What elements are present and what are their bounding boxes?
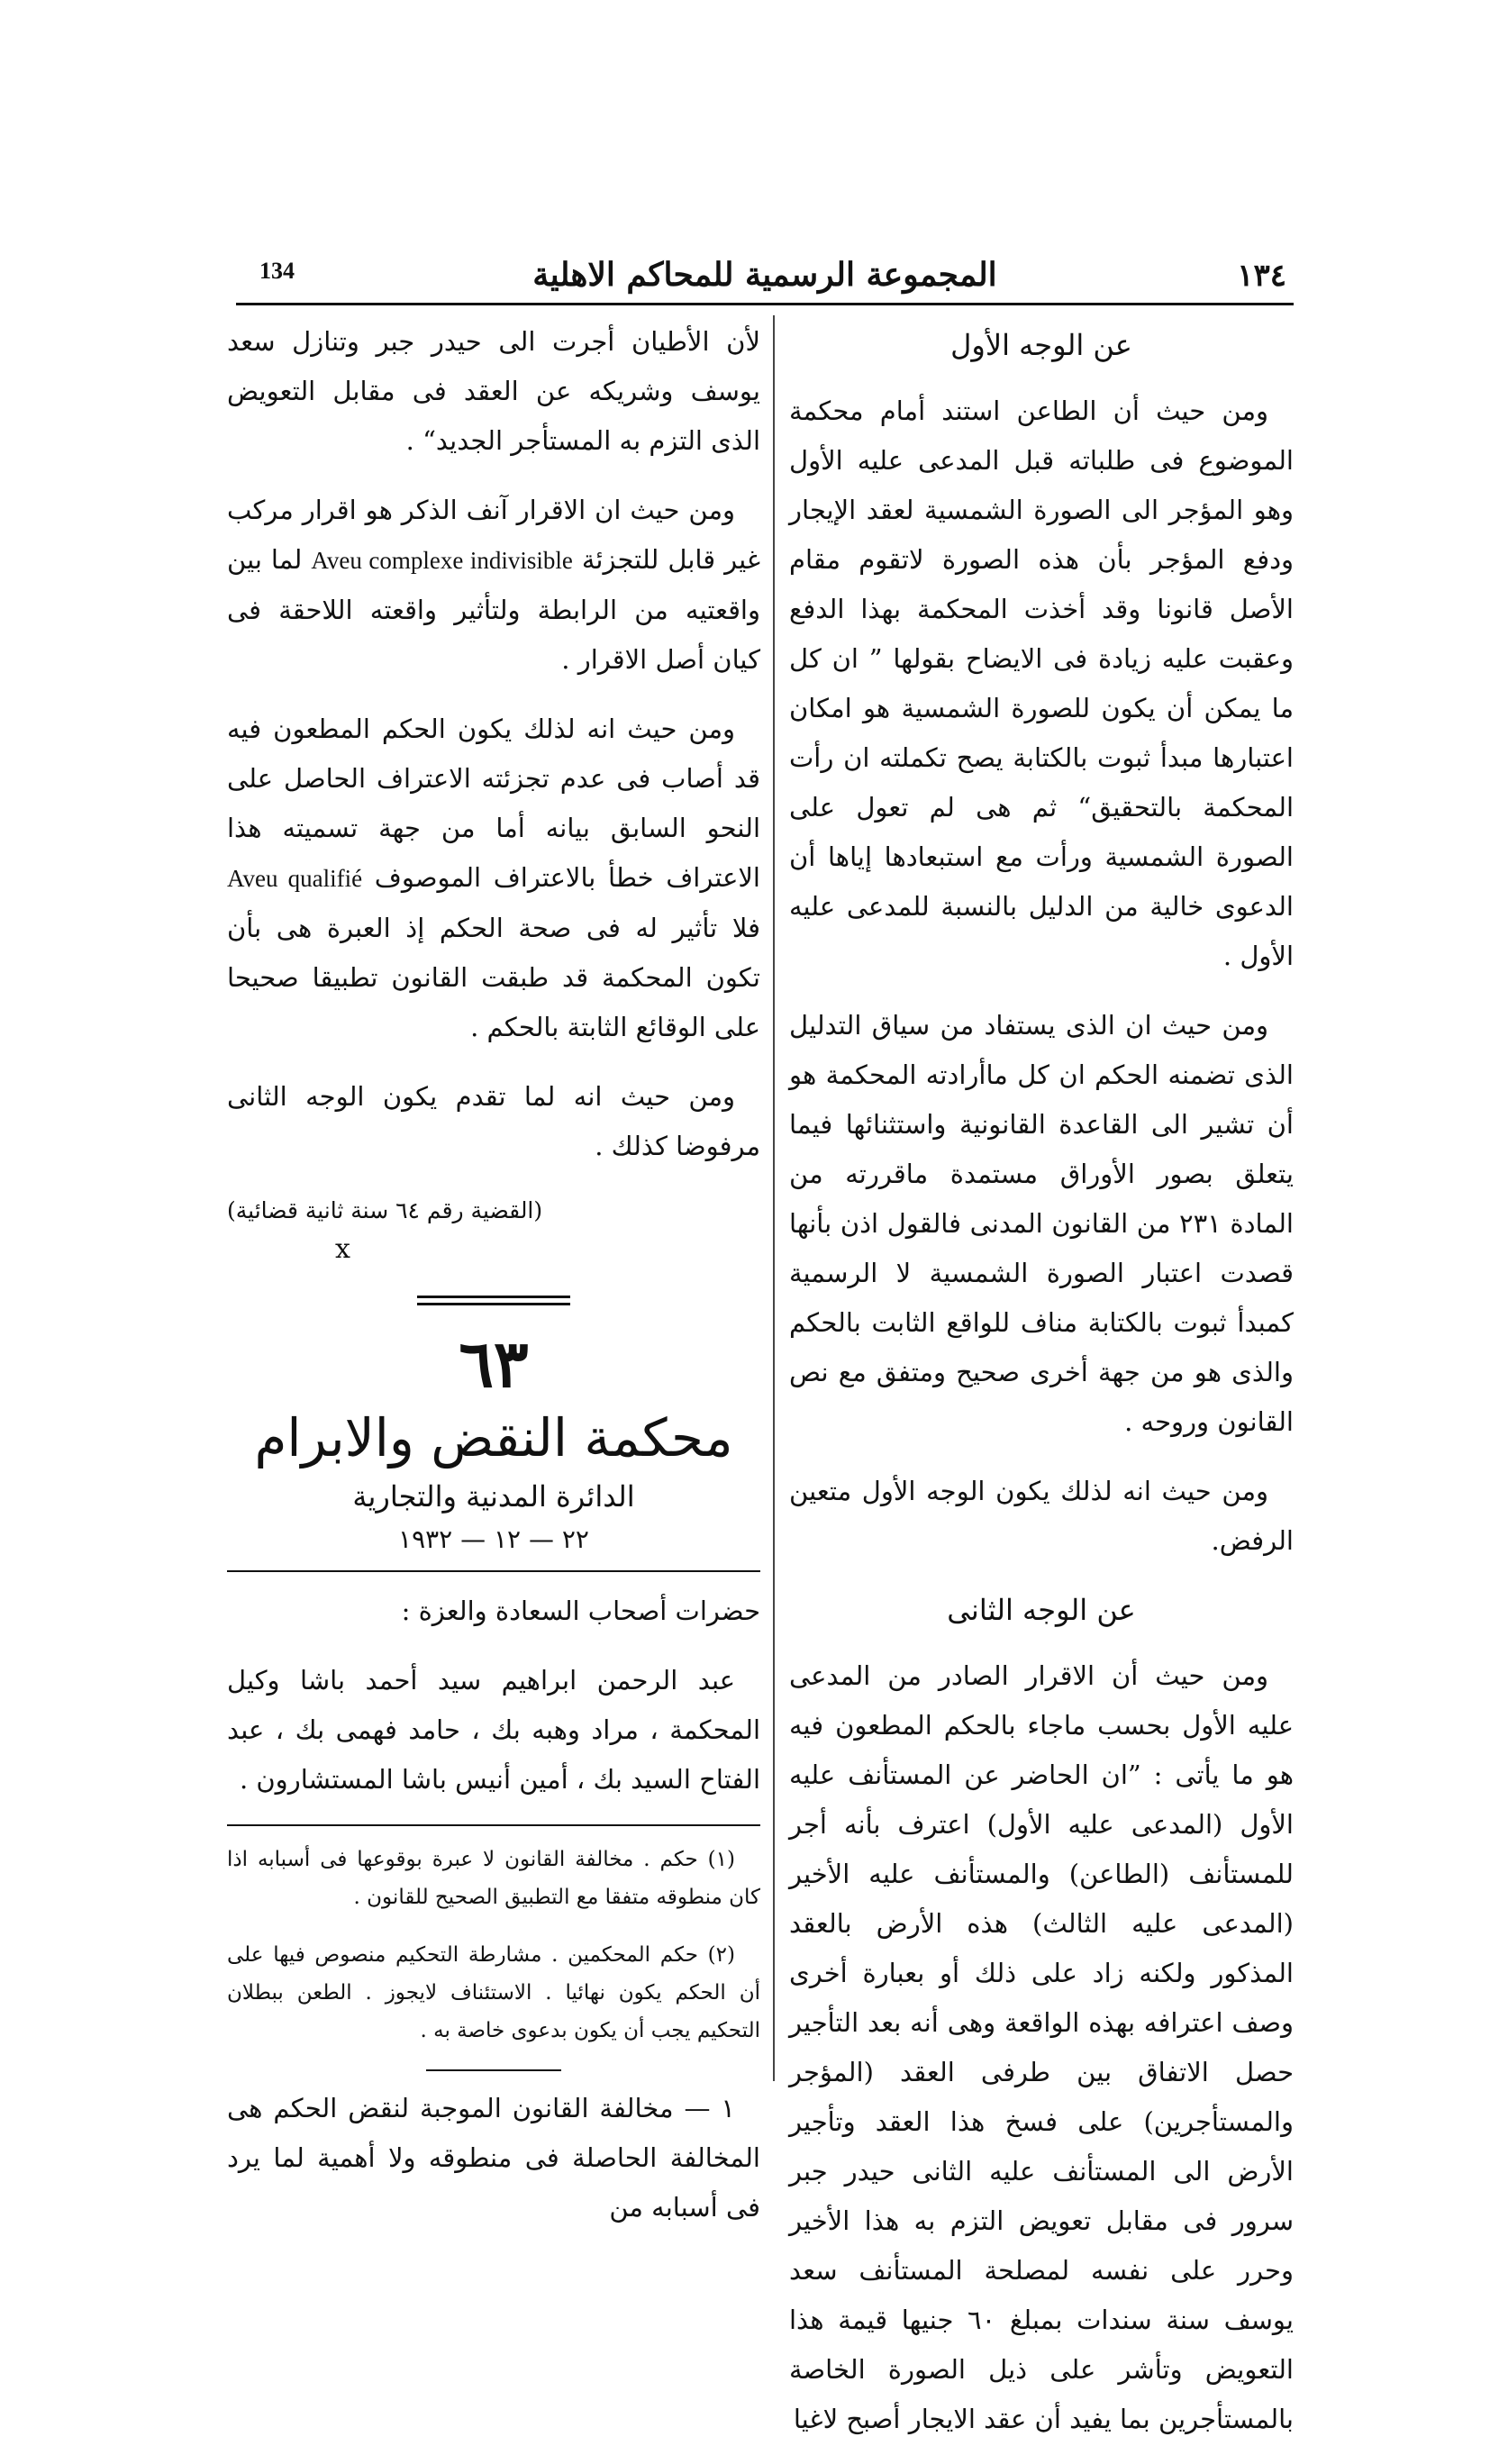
paragraph: ومن حيث انه لما تقدم يكون الوجه الثانى مرفوضا كذلك .	[227, 1081, 760, 1161]
text: ومن حيث انه لذلك يكون الحكم المطعون فيه قد أصاب فى عدم تجزئته الاعتراف الحاصل على النحو السابق بيانه أما من جهة تسميته هذا الاعتراف خطأ بالاعتراف الموصوف	[227, 714, 760, 893]
chamber-name: الدائرة المدنية والتجارية	[352, 1479, 635, 1514]
handwritten-mark: x	[335, 1233, 350, 1265]
section-heading-first-ground: عن الوجه الأول	[950, 328, 1132, 362]
column-divider	[773, 315, 775, 2081]
running-title: المجموعة الرسمية للمحاكم الاهلية	[532, 256, 997, 294]
legal-principle: ١ — مخالفة القانون الموجبة لنقض الحكم هى المخالفة الحاصلة فى منطوقه ولا أهمية لما يرد فى أسبابه من	[227, 2093, 760, 2223]
rule-divider	[426, 2069, 561, 2071]
header-rule	[236, 303, 1294, 305]
case-reference: (القضية رقم ٦٤ سنة ثانية قضائية)	[227, 1197, 543, 1223]
rule-divider	[227, 1824, 760, 1826]
court-name: محكمة النقض والابرام	[254, 1407, 733, 1468]
paragraph	[227, 705, 760, 1052]
left-column	[227, 317, 760, 2252]
paragraph: ومن حيث ان الذى يستفاد من سياق التدليل الذى تضمنه الحكم ان كل ماأرادته المحكمة هو أن تشير الى القاعدة القانونية واستثنائها فيما يتعلق بصور الأوراق مستمدة ماقررته من المادة ٢٣١ من القانون المدنى فالقول اذن بأنها قصدت اعتبار الصورة الشمسية لا الرسمية كمبدأ ثبوت بالكتابة مناف للواقع الثابت بالحكم والذى هو من جهة أخرى صحيح ومتفق مع نص القانون وروحه .	[789, 1010, 1294, 1437]
section-heading-second-ground: عن الوجه الثانى	[947, 1593, 1136, 1627]
text: ومن حيث ان الاقرار آنف الذكر هو اقرار مركب غير قابل للتجزئة	[227, 495, 761, 575]
text: لما بين واقعتيه من الرابطة ولتأثير واقعته اللاحقة فى كيان أصل الاقرار .	[227, 544, 760, 675]
text: فلا تأثير له فى صحة الحكم إذ العبرة هى بأن تكون المحكمة قد طبقت القانون تطبيقا صحيحا على الوقائع الثابتة بالحكم .	[227, 913, 760, 1042]
paragraph: ومن حيث انه لذلك يكون الوجه الأول متعين الرفض.	[789, 1476, 1294, 1556]
panel-intro: حضرات أصحاب السعادة والعزة :	[401, 1596, 760, 1626]
latin-term: Aveu qualifié	[227, 865, 363, 892]
case-number: ٦٣	[459, 1325, 529, 1402]
footnote: (٢) حكم المحكمين . مشارطة التحكيم منصوص فيها على أن الحكم يكون نهائيا . الاستئناف لايجوز . الطعن ببطلان التحكيم يجب أن يكون بدعوى خاصة به .	[227, 1943, 760, 2042]
footnote: (١) حكم . مخالفة القانون لا عبرة بوقوعها فى أسبابه اذا كان منطوقه متفقا مع التطبيق الصحيح للقانون .	[227, 1848, 760, 1909]
paragraph: ومن حيث أن الاقرار الصادر من المدعى عليه الأول بحسب ماجاء بالحكم المطعون فيه هو ما يأتى : ”ان الحاضر عن المستأنف عليه الأول (المدعى عليه الأول) اعترف بأنه أجر للمستأنف (الطاعن) والمستأنف عليه الأخير (المدعى عليه الثالث) هذه الأرض بالعقد المذكور ولكنه زاد على ذلك أو بعبارة أخرى وصف اعترافه بهذه الواقعة وهى أنه بعد التأجير حصل الاتفاق بين طرفى العقد (المؤجر والمستأجرين) على فسخ هذا العقد وتأجير الأرض الى المستأنف عليه الثانى حيدر جبر سرور فى مقابل تعويض التزم به هذا الأخير وحرر على نفسه لمصلحة المستأنف سعد يوسف سنة سندات بمبلغ ٦٠ جنيها قيمة هذا التعويض وتأشر على ذيل الصورة الخاصة بالمستأجرين بما يفيد أن عقد الايجار أصبح لاغيا	[789, 1660, 1294, 2434]
paragraph: لأن الأطيان أجرت الى حيدر جبر وتنازل سعد يوسف وشريكه عن العقد فى مقابل التعويض الذى التزم به المستأجر الجديد“ .	[227, 326, 760, 456]
right-column	[789, 317, 1294, 2464]
latin-term: Aveu complexe indivisible	[311, 547, 573, 574]
page-number-latin: 134	[259, 258, 295, 284]
judgment-date: ٢٢ — ١٢ — ١٩٣٢	[398, 1524, 589, 1554]
rule-divider	[227, 1570, 760, 1572]
double-rule-divider	[417, 1296, 570, 1305]
panel-members: عبد الرحمن ابراهيم سيد أحمد باشا وكيل المحكمة ، مراد وهبه بك ، حامد فهمى بك ، عبد الفتاح السيد بك ، أمين أنيس باشا المستشارون .	[227, 1665, 760, 1795]
paragraph: ومن حيث أن الطاعن استند أمام محكمة الموضوع فى طلباته قبل المدعى عليه الأول وهو المؤجر الى الصورة الشمسية لعقد الإيجار ودفع المؤجر بأن هذه الصورة لاتقوم مقام الأصل قانونا وقد أخذت المحكمة بهذا الدفع وعقبت عليه زيادة فى الايضاح بقولها ” ان كل ما يمكن أن يكون للصورة الشمسية هو امكان اعتبارها مبدأ ثبوت بالكتابة يصح تكملته ان رأت المحكمة بالتحقيق“ ثم هى لم تعول على الصورة الشمسية ورأت مع استبعادها إياها أن الدعوى خالية من الدليل بالنسبة للمدعى عليه الأول .	[789, 396, 1294, 971]
page-header	[236, 254, 1294, 303]
paragraph	[227, 486, 760, 685]
page-number-arabic: ١٣٤	[1237, 258, 1286, 294]
